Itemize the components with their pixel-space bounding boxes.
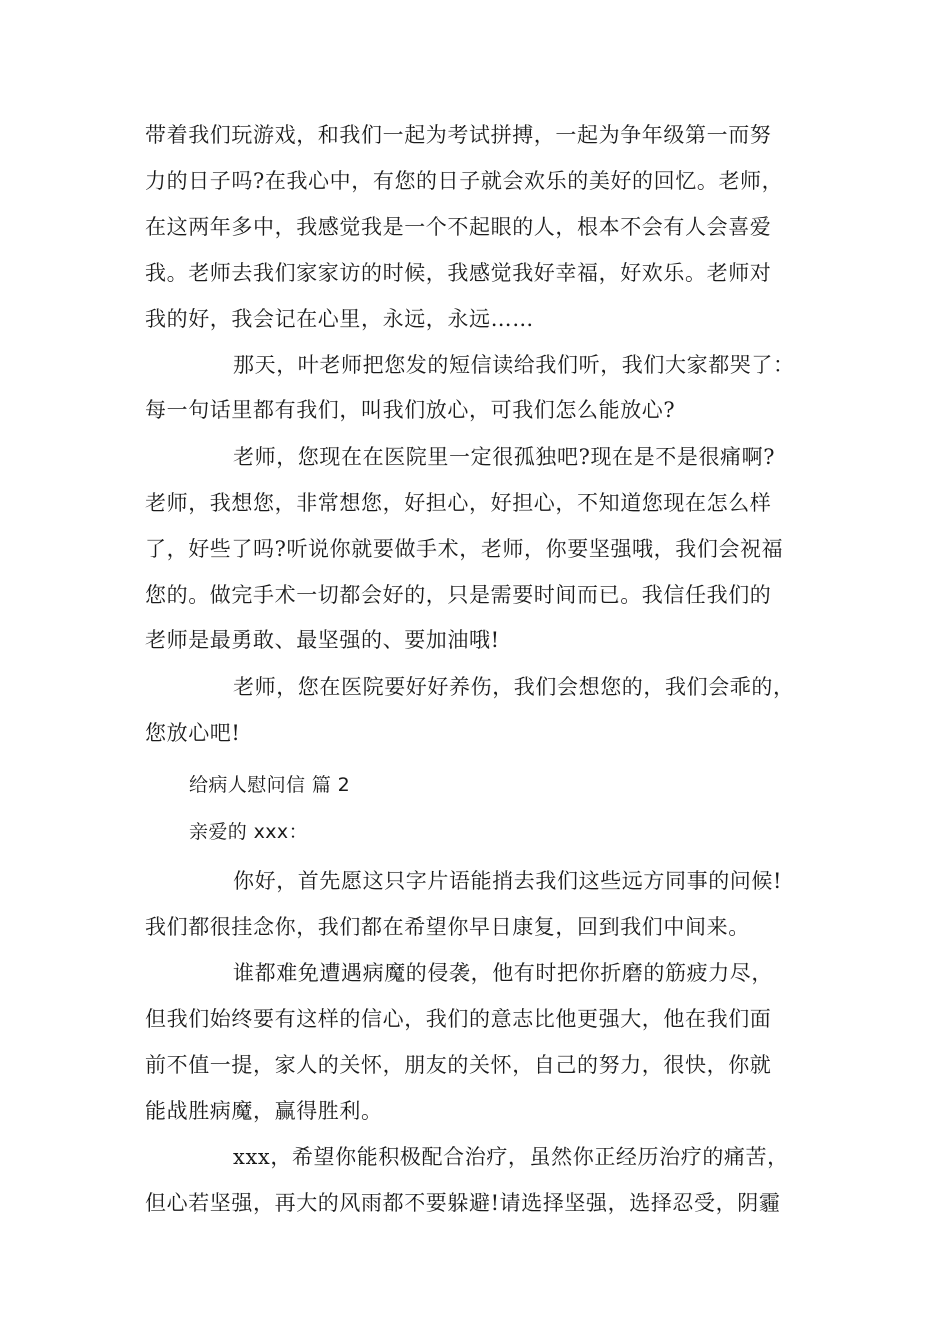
text-line: 老师，您在医院要好好养伤，我们会想您的，我们会乖的，: [233, 675, 795, 699]
text-line: 每一句话里都有我们，叫我们放心，可我们怎么能放心?: [145, 398, 676, 422]
text-line: 老师，您现在在医院里一定很孤独吧?现在是不是很痛啊?: [233, 445, 776, 469]
text-line: 您的。做完手术一切都会好的，只是需要时间而已。我信任我们的: [145, 583, 772, 607]
text-line: 但心若坚强，再大的风雨都不要躲避!请选择坚强，选择忍受，阴霾: [145, 1191, 781, 1215]
text-line: 我。老师去我们家家访的时候，我感觉我好幸福，好欢乐。老师对: [145, 261, 772, 285]
text-line: 你好，首先愿这只字片语能捎去我们这些远方同事的问候!: [233, 869, 783, 893]
text-line: 老师是最勇敢、最坚强的、要加油哦!: [145, 628, 500, 652]
text-line: 我的好，我会记在心里，永远，永远……: [145, 307, 534, 331]
text-line: 带着我们玩游戏，和我们一起为考试拼搏，一起为争年级第一而努: [145, 123, 772, 147]
text-line: 那天，叶老师把您发的短信读给我们听，我们大家都哭了：: [233, 353, 795, 377]
text-line: 我们都很挂念你，我们都在希望你早日康复，回到我们中间来。: [145, 915, 750, 939]
text-line: 在这两年多中，我感觉我是一个不起眼的人，根本不会有人会喜爱: [145, 215, 772, 239]
text-line: 力的日子吗?在我心中，有您的日子就会欢乐的美好的回忆。老师，: [145, 169, 784, 193]
text-line: xxx，希望你能积极配合治疗，虽然你正经历治疗的痛苦，: [233, 1145, 789, 1169]
text-line: 但我们始终要有这样的信心，我们的意志比他更强大，他在我们面: [145, 1007, 772, 1031]
text-line: 了，好些了吗?听说你就要做手术，老师，你要坚强哦，我们会祝福: [145, 537, 784, 561]
section-title: 给病人慰问信 篇 2: [189, 774, 351, 796]
text-line: 前不值一提，家人的关怀，朋友的关怀，自己的努力，很快，你就: [145, 1053, 772, 1077]
text-line: 能战胜病魔，赢得胜利。: [145, 1099, 383, 1123]
salutation: 亲爱的 xxx：: [189, 821, 308, 843]
text-line: 谁都难免遭遇病魔的侵袭，他有时把你折磨的筋疲力尽，: [233, 961, 773, 985]
text-line: 您放心吧!: [145, 721, 241, 745]
text-line: 老师，我想您，非常想您，好担心，好担心，不知道您现在怎么样: [145, 491, 772, 515]
